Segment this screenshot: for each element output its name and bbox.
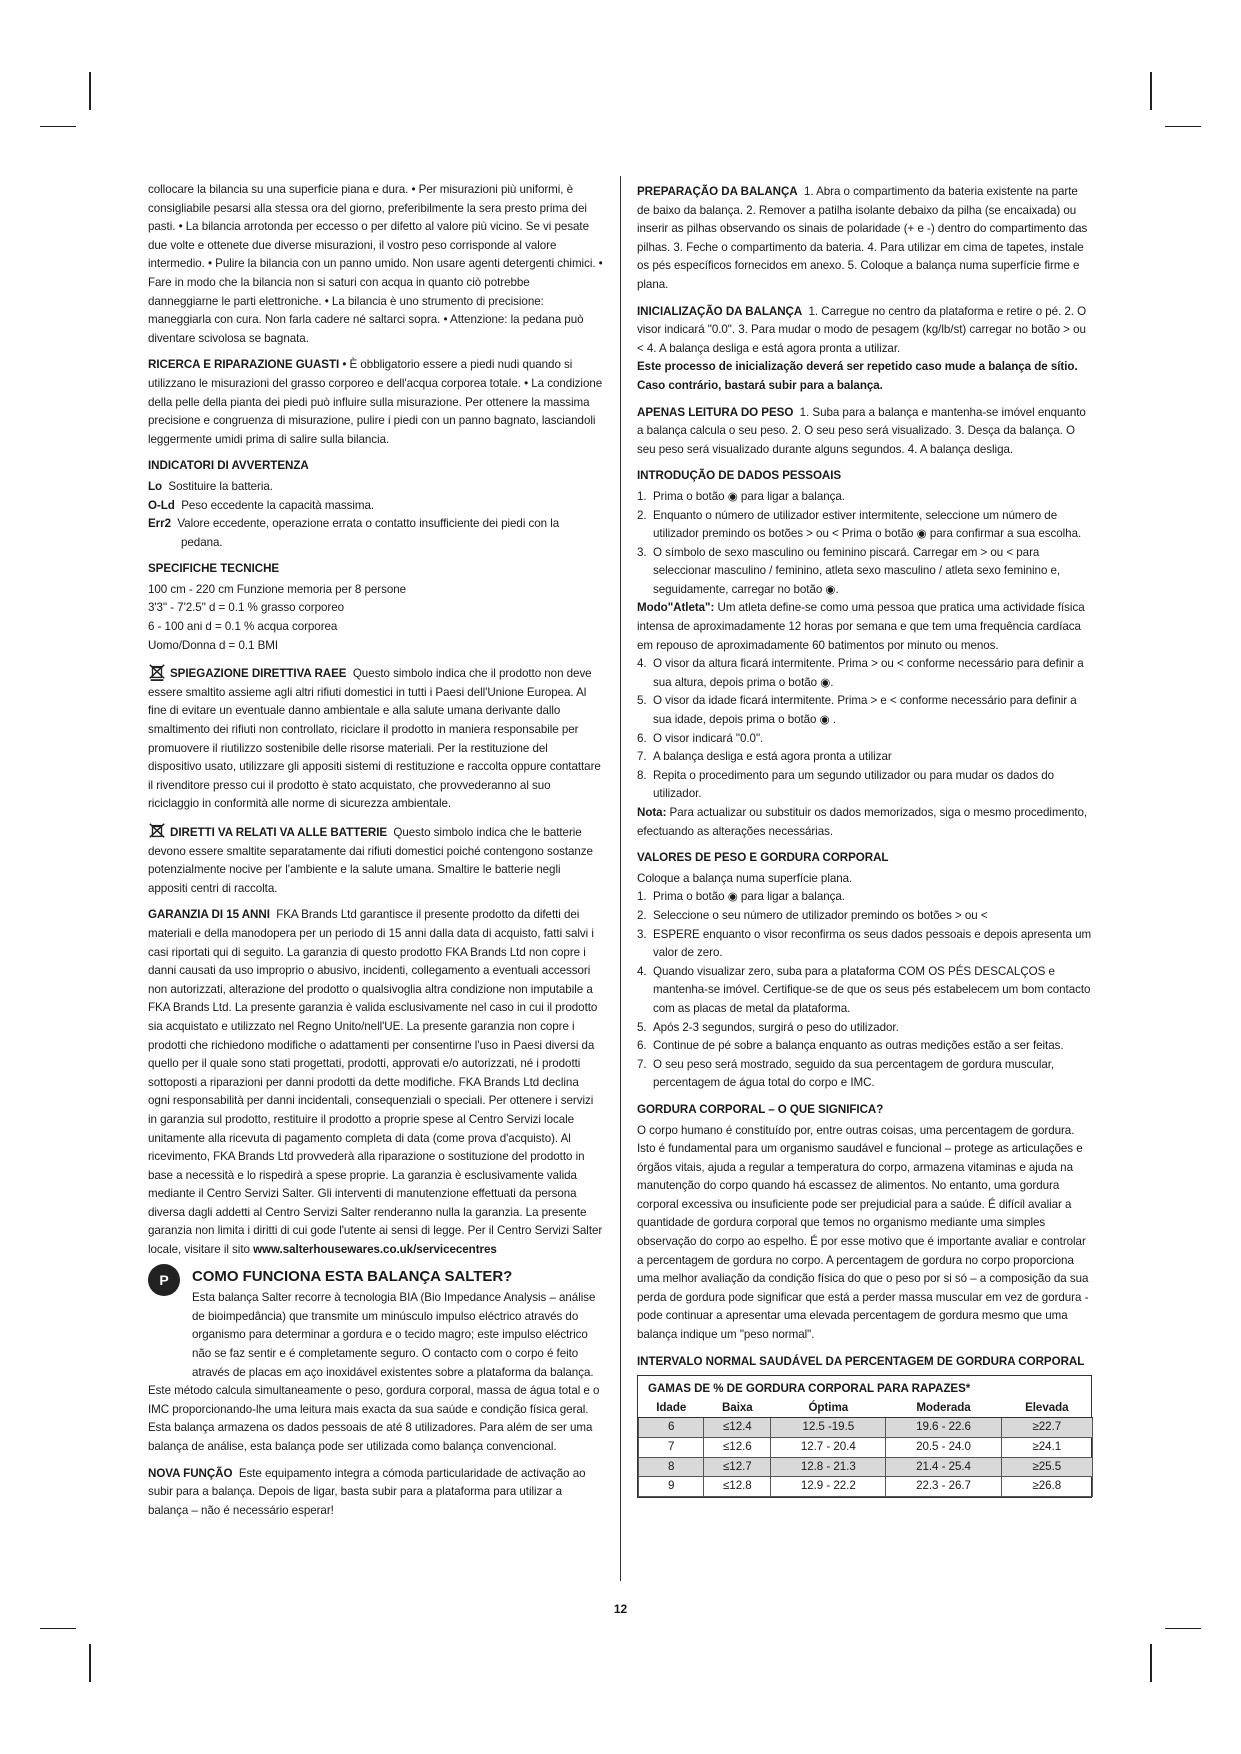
table-row <box>639 1477 1093 1497</box>
list-item: 6. O visor indicará "0.0". <box>637 731 764 745</box>
table-cell: 7 <box>639 1438 704 1458</box>
body-fat-range-table <box>638 1399 1093 1497</box>
preparation-text: 1. Abra o compartimento da bateria existente na parte de baixo da balança. 2. Remover a patilha isolante debaixo da pilha (se encaixada) ou inserir as pilhas observando os sinais de polaridade (+ e -) dentro do compartimento das pilhas. 3. Feche o compartimento da bateria. 4. Para utilizar em cima de tapetes, instale os pés específicos fornecidos em anexo. 5. Coloque a balança numa superfície firme e plana. <box>637 185 1088 291</box>
list-item: 5. Após 2-3 segundos, surgirá o peso do utilizador. <box>637 1020 899 1034</box>
list-item: 8. Repita o procedimento para um segundo utilizador ou para mudar os dados do utilizador. <box>637 768 1055 801</box>
body-fat-table-box <box>637 1375 1092 1498</box>
weee-text: Questo simbolo indica che il prodotto non deve essere smaltito assieme agli altri rifiuti domestici in tutti i Paesi dell'Unione Europea. Al fine di evitare un eventuale danno ambientale e alla salute umana derivante dallo smaltimento dei rifiuti non controllato, riciclare il prodotto in maniera responsabile per promuovere il riutilizzo sostenibile delle risorse materiali. Per la restituzione del dispositivo usato, utilizzare gli appositi sistemi di restituzione e raccolta oppure contattare il rivenditore presso cui il prodotto è stato acquistato, che provvederanno al suo riciclaggio in conformità alle norme di sicurezza ambientale. <box>148 667 601 811</box>
initialization-text: 1. Carregue no centro da plataforma e retire o pé. 2. O visor indicará "0.0". 3. Para mudar o modo de pesagem (kg/lb/st) carregar no botão > ou < 4. A balança desliga e está agora pronta a utilizar. <box>637 304 1087 355</box>
crop-mark <box>1165 1628 1201 1629</box>
list-item: 3. ESPERE enquanto o visor reconfirma os seus dados pessoais e depois apresenta um valor de zero. <box>637 927 1092 960</box>
spec-row: 6 - 100 ani d = 0.1 % acqua corporea <box>148 620 338 634</box>
scale-preparation <box>637 183 1092 295</box>
scale-initialization <box>637 303 1092 396</box>
troubleshooting-text: • È obbligatorio essere a piedi nudi quando si utilizzano le misurazioni del grasso corporeo e dell'acqua corporea totale. • La condizione della pelle della pianta dei piedi può influire sulla misurazione. Per ottenere la massima precisione e congruenza di misurazione, pulire i piedi con un panno bagnato, lasciandoli leggermente umidi prima di salire sulla bilancia. <box>148 358 603 446</box>
personal-data-steps <box>637 488 1092 600</box>
column-header: Óptima <box>771 1399 886 1418</box>
weight-only-title: APENAS LEITURA DO PESO <box>637 405 794 419</box>
table-cell: ≤12.7 <box>704 1457 771 1477</box>
list-item: 2. Enquanto o número de utilizador estiver intermitente, seleccione um número de utilizador premindo os botões > ou < Prima o botão ◉ para confirmar a sua escolha. <box>637 508 1082 541</box>
healthy-range-section <box>637 1353 1092 1498</box>
list-item: 3. O símbolo de sexo masculino ou feminino piscará. Carregar em > ou < para seleccionar masculino / feminino, atleta sexo masculino / atleta sexo feminino e, seguidamente, carregar no botão ◉. <box>637 545 1061 596</box>
table-cell: 22.3 - 26.7 <box>886 1477 1001 1497</box>
table-cell: 9 <box>639 1477 704 1497</box>
list-item: 2. Seleccione o seu número de utilizador premindo os botões > ou < <box>637 908 988 922</box>
column-header: Moderada <box>886 1399 1001 1418</box>
indicator-row: Err2 Valore eccedente, operazione errata o contatto insufficiente dei piedi con la pedana. <box>148 517 560 549</box>
note <box>637 804 1092 841</box>
weight-only-section <box>637 404 1092 460</box>
body-fat-meaning-section <box>637 1101 1092 1345</box>
warning-indicators-title: INDICATORI DI AVVERTENZA <box>148 459 309 473</box>
crop-mark <box>1150 1644 1152 1682</box>
athlete-mode-label: Modo"Atleta": <box>637 601 715 615</box>
table-cell: 12.9 - 22.2 <box>771 1477 886 1497</box>
crop-mark <box>89 72 91 110</box>
crossed-bin-icon <box>148 663 166 681</box>
new-function-text: Este equipamento integra a cómoda particularidade de activação ao subir para a balança. Depois de ligar, basta subir para a plataforma para utilizar a balança – não é necessário esperar! <box>148 1466 586 1517</box>
crop-mark <box>89 1644 91 1682</box>
healthy-range-title: INTERVALO NORMAL SAUDÁVEL DA PERCENTAGEM DE GORDURA CORPORAL <box>637 1354 1085 1368</box>
column-header: Baixa <box>704 1399 771 1418</box>
table-cell: ≥24.1 <box>1001 1438 1092 1458</box>
personal-data-title: INTRODUÇÃO DE DADOS PESSOAIS <box>637 469 842 483</box>
column-divider <box>620 176 621 1581</box>
warranty-title: GARANZIA DI 15 ANNI <box>148 908 270 922</box>
table-cell: 19.6 - 22.6 <box>886 1418 1001 1438</box>
language-badge: P <box>148 1264 180 1296</box>
table-cell: ≥22.7 <box>1001 1418 1092 1438</box>
indicator-row: Lo Sostituire la batteria. <box>148 479 273 493</box>
list-item: 7. O seu peso será mostrado, seguido da sua percentagem de gordura muscular, percentagem de água total do corpo e IMC. <box>637 1057 1055 1090</box>
how-it-works-text: Esta balança Salter recorre à tecnologia BIA (Bio Impedance Analysis – análise de bioimpedância) que transmite um minúsculo impulso eléctrico através do organismo para determinar a gordura e o tecido magro; este impulso eléctrico não se faz sentir e é completamente seguro. O contacto com o corpo é feito através de placas em aço inoxidável existentes sobre a plataforma da balança. Este método calcula simultaneamente o peso, gordura corporal, massa de água total e o IMC proporcionando-lhe uma leitura mais exacta da sua saúde e condição física geral. Esta balança armazena os dados pessoais de até 8 utilizadores. Para além de ser uma balança de análise, esta balança pode ser utilizada como balança convencional. <box>148 1291 600 1453</box>
troubleshooting-section <box>148 356 603 449</box>
spec-row: Uomo/Donna d = 0.1 BMI <box>148 638 279 652</box>
weight-fat-intro: Coloque a balança numa superfície plana. <box>637 871 853 885</box>
table-cell: ≤12.6 <box>704 1438 771 1458</box>
note-text: Para actualizar ou substituir os dados memorizados, siga o mesmo procedimento, efectuando as alterações necessárias. <box>637 806 1088 838</box>
troubleshooting-title: RICERCA E RIPARAZIONE GUASTI <box>148 358 340 372</box>
initialization-note: Este processo de inicialização deverá ser repetido caso mude a balança de sítio. Caso contrário, bastará subir para a balança. <box>637 360 1078 392</box>
athlete-mode-text: Um atleta define-se como uma pessoa que pratica uma actividade física intensa de aproximadamente 12 horas por semana e que tem uma frequência cardíaca em repouso de aproximadamente 60 batimentos por minuto ou menos. <box>637 601 1085 652</box>
battery-section <box>148 822 603 898</box>
table-cell: 20.5 - 24.0 <box>886 1438 1001 1458</box>
preparation-title: PREPARAÇÃO DA BALANÇA <box>637 185 798 198</box>
body-fat-meaning-title: GORDURA CORPORAL – O QUE SIGNIFICA? <box>637 1102 884 1116</box>
portuguese-section-heading <box>148 1268 603 1288</box>
personal-data-section <box>637 467 1092 841</box>
how-it-works-title: COMO FUNCIONA ESTA BALANÇA SALTER? <box>192 1267 513 1285</box>
body-fat-meaning-text: O corpo humano é constituído por, entre outras coisas, uma percentagem de gordura. Isto é fundamental para um organismo saudável e funcional – protege as articulações e órgãos vitais, ajuda a regular a temperatura do corpo, armazena vitaminas e ajuda na manutenção do corpo quando há escassez de alimentos. No entanto, uma gordura corporal excessiva ou insuficiente pode ser prejudicial para a saúde. É difícil avaliar a quantidade de gordura corporal que temos no organismo mediante uma simples observação do corpo ao espelho. É por esse motivo que é importante avaliar e controlar a percentagem de gordura no corpo. A percentagem de gordura no corpo proporciona uma melhor avaliação da condição física do que o peso por si só – a composição da sua perda de gordura pode significar que está a perder massa muscular em vez de gordura - pode continuar a apresentar uma elevada percentagem de gordura mesmo que uma balança indique um "peso normal". <box>637 1123 1089 1342</box>
table-cell: ≥25.5 <box>1001 1457 1092 1477</box>
table-row <box>639 1418 1093 1438</box>
technical-specs <box>148 560 603 655</box>
indicator-row: O-Ld Peso eccedente la capacità massima. <box>148 498 375 512</box>
weee-section <box>148 663 603 814</box>
weight-fat-steps <box>637 888 1092 1093</box>
table-header-row <box>639 1399 1093 1418</box>
spec-row: 100 cm - 220 cm Funzione memoria per 8 persone <box>148 582 407 596</box>
list-item: 6. Continue de pé sobre a balança enquanto as outras medições estão a ser feitas. <box>637 1039 1064 1053</box>
service-centre-link[interactable]: www.salterhousewares.co.uk/servicecentres <box>253 1243 497 1257</box>
warning-indicators <box>148 457 603 552</box>
table-cell: 12.8 - 21.3 <box>771 1457 886 1477</box>
table-row <box>639 1457 1093 1477</box>
crop-mark <box>1150 72 1152 110</box>
weee-title: SPIEGAZIONE DIRETTIVA RAEE <box>170 667 347 681</box>
right-column <box>637 183 1092 1498</box>
table-cell: 21.4 - 25.4 <box>886 1457 1001 1477</box>
battery-text: Questo simbolo indica che le batterie devono essere smaltite separatamente dai rifiuti domestici poiché contengono sostanze potenzialmente nocive per l'ambiente e la salute umana. Smaltire le batterie negli appositi centri di raccolta. <box>148 826 593 895</box>
initialization-title: INICIALIZAÇÃO DA BALANÇA <box>637 304 803 318</box>
personal-data-steps-continued <box>637 655 1092 804</box>
table-row <box>639 1438 1093 1458</box>
warranty-section <box>148 906 603 1259</box>
note-label: Nota: <box>637 806 667 819</box>
table-cell: 8 <box>639 1457 704 1477</box>
table-cell: 12.5 -19.5 <box>771 1418 886 1438</box>
list-item: 1. Prima o botão ◉ para ligar a balança. <box>637 890 845 904</box>
page-number: 12 <box>613 1602 628 1616</box>
crop-mark <box>40 126 76 127</box>
crop-mark <box>1165 126 1201 127</box>
left-column <box>148 181 603 1528</box>
column-header: Idade <box>639 1399 704 1418</box>
new-function-section <box>148 1465 603 1521</box>
list-item: 4. Quando visualizar zero, suba para a plataforma COM OS PÉS DESCALÇOS e mantenha-se imóvel. Certifique-se de que os seus pés estabelecem um bom contacto com as placas de metal da plataforma. <box>637 964 1091 1015</box>
table-cell: 12.7 - 20.4 <box>771 1438 886 1458</box>
table-cell: ≤12.4 <box>704 1418 771 1438</box>
list-item: 7. A balança desliga e está agora pronta a utilizar <box>637 750 892 764</box>
specs-title: SPECIFICHE TECNICHE <box>148 562 280 576</box>
new-function-title: NOVA FUNÇÃO <box>148 1466 233 1480</box>
crossed-bin-icon <box>148 822 166 840</box>
table-cell: ≥26.8 <box>1001 1477 1092 1497</box>
weight-fat-title: VALORES DE PESO E GORDURA CORPORAL <box>637 851 889 865</box>
battery-title: DIRETTI VA RELATI VA ALLE BATTERIE <box>170 826 388 839</box>
list-item: 5. O visor da idade ficará intermitente. Prima > e < conforme necessário para definir a sua idade, depois prima o botão ◉ . <box>637 694 1077 727</box>
list-item: 4. O visor da altura ficará intermitente. Prima > ou < conforme necessário para definir a sua altura, depois prima o botão ◉. <box>637 657 1084 689</box>
list-item: 1. Prima o botão ◉ para ligar a balança. <box>637 489 845 503</box>
spec-row: 3'3" - 7'2.5" d = 0.1 % grasso corporeo <box>148 601 344 615</box>
crop-mark <box>40 1628 76 1629</box>
table-cell: 6 <box>639 1418 704 1438</box>
athlete-mode <box>637 599 1092 655</box>
care-instructions: collocare la bilancia su una superficie piana e dura. • Per misurazioni più uniformi, è consigliabile pesarsi alla stessa ora del giorno, preferibilmente la sera presto prima dei pasti. • La bilancia arrotonda per eccesso o per difetto al valore più vicino. Se vi pesate due volte e ottenete due diverse misurazioni, il vostro peso corrisponde al valore intermedio. • Pulire la bilancia con un panno umido. Non usare agenti detergenti chimici. • Fare in modo che la bilancia non si saturi con acqua in quanto ciò potrebbe danneggiarne le parti elettroniche. • La bilancia è uno strumento di precisione: maneggiarla con cura. Non farla cadere né saltarci sopra. • Attenzione: la pedana può diventare scivolosa se bagnata. <box>148 183 603 345</box>
table-cell: ≤12.8 <box>704 1477 771 1497</box>
weight-only-text: 1. Suba para a balança e mantenha-se imóvel enquanto a balança calcula o seu peso. 2. O seu peso será visualizado. 3. Desça da balança. O seu peso será visualizado durante alguns segundos. 4. A balança desliga. <box>637 405 1086 456</box>
table-title: GAMAS DE % DE GORDURA CORPORAL PARA RAPAZES* <box>648 1382 971 1396</box>
weight-fat-section <box>637 849 1092 1093</box>
warranty-text: FKA Brands Ltd garantisce il presente prodotto da difetti dei materiali e della manodopera per un periodo di 15 anni dalla data di acquisto, fatti salvi i casi riportati qui di seguito. La garanzia di questo prodotto FKA Brands Ltd non copre i danni causati da uso improprio o abusivo, incidenti, collegamento a eventuali accessori non autorizzati, alterazione del prodotto o qualsivoglia altra condizione non imputabile a FKA Brands Ltd. La presente garanzia è valida esclusivamente nel caso in cui il prodotto sia acquistato e utilizzato nel Regno Unito/nell'UE. La presente garanzia non copre i prodotti che richiedono modifiche o adattamenti per consentirne l'uso in Paesi diversi da quello per il quale sono stati progettati, prodotti, approvati e/o autorizzati, né i prodotti sottoposti a riparazioni per danni prodotti da dette modifiche. FKA Brands Ltd declina ogni responsabilità per danni incidentali, consequenziali o speciali. Per ottenere i servizi in garanzia sul prodotto, restituire il prodotto a proprie spese al Centro Servizi locale unitamente alla ricevuta di pagamento completa di data (come prova d'acquisto). Al ricevimento, FKA Brands Ltd provvederà alla riparazione o sostituzione del prodotto in base a necessità e lo rispedirà a spese proprie. La garanzia è esclusivamente valida mediante il Centro Servizi Salter. Gli interventi di manutenzione effettuati da persona diversa dagli addetti al Centro Servizi Salter renderanno nulla la garanzia. La presente garanzia non limita i diritti di cui gode l'utente ai sensi di legge. Per il Centro Servizi Salter locale, visitare il sito <box>148 908 603 1257</box>
column-header: Elevada <box>1001 1399 1092 1418</box>
